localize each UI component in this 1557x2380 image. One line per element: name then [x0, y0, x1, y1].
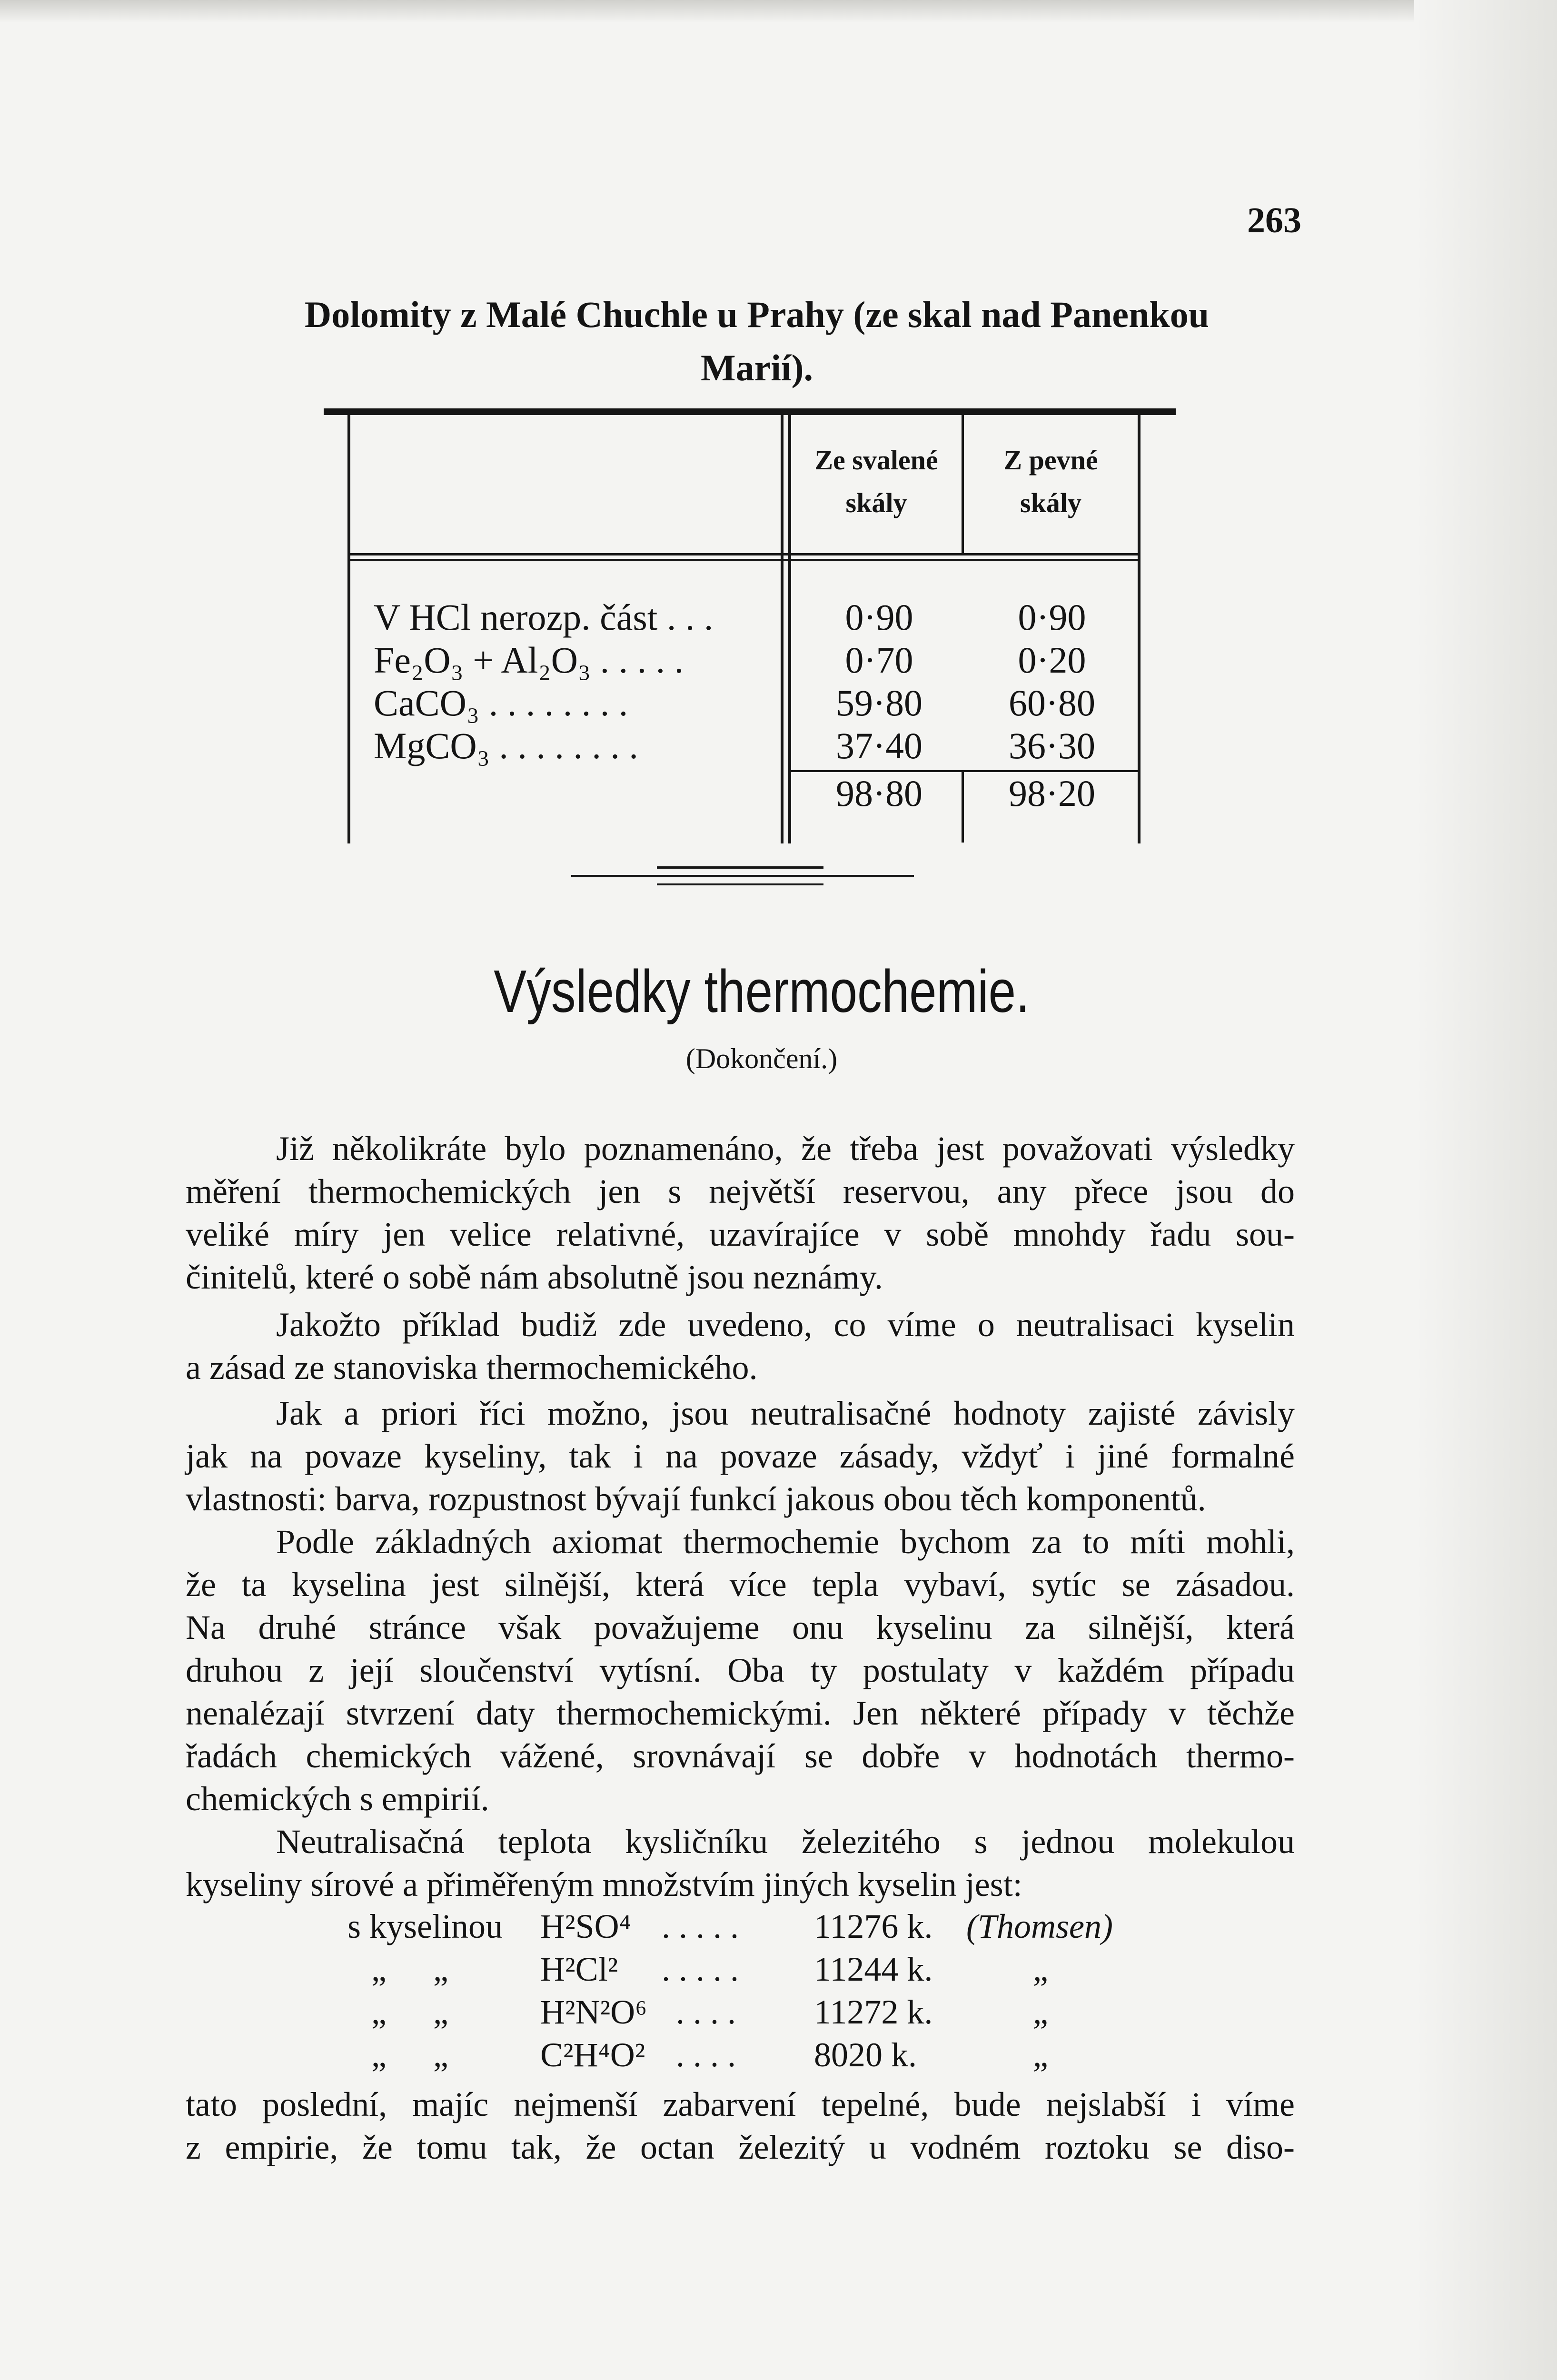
body-paragraph — [186, 1520, 1295, 1820]
column-header-line: skály — [1020, 487, 1081, 518]
text-line: vlastnosti: barva, rozpustnost bývají funkcí jakous obou těch komponentů. — [186, 1480, 1206, 1518]
table-row-label: Fe₂O₃ + Al₂O₃ . . . . . — [374, 639, 684, 681]
text-line: Na druhé stránce však považujeme onu kyselinu za silnější, která — [186, 1608, 1295, 1646]
table-title-line: Marií). — [700, 347, 813, 388]
table-row-label: MgCO₃ . . . . . . . . — [374, 725, 638, 766]
text-line: z empirie, že tomu tak, že octan železitý u vodném roztoku se diso- — [186, 2128, 1295, 2166]
separator-rule — [571, 875, 914, 877]
equation-formula: H²Cl² — [540, 1950, 618, 1988]
equation-note: (Thomsen) — [966, 1907, 1113, 1945]
table-header-rule — [350, 559, 1138, 561]
equation-dots: . . . . . — [662, 1950, 739, 1988]
text-line: činitelů, které o sobě nám absolutně jsou neznámy. — [186, 1258, 883, 1296]
column-header-line: Ze svalené — [814, 445, 938, 476]
table-header-rule — [350, 553, 1138, 555]
equation-prefix: „ „ — [371, 2036, 448, 2074]
equation-dots: . . . . — [676, 2036, 736, 2074]
text-line: druhou z její sloučenství vytísní. Oba ty postulaty v každém případu — [186, 1651, 1295, 1689]
section-heading: Výsledky thermochemie. — [494, 958, 1030, 1025]
text-line: veliké míry jen velice relativné, uzavírajíce v sobě mnohdy řadu sou- — [186, 1215, 1295, 1253]
equation-value: 8020 k. — [814, 2036, 917, 2074]
body-paragraph — [186, 1127, 1295, 1299]
table-cell: 36·30 — [1009, 725, 1095, 766]
equation-value: 11244 k. — [814, 1950, 933, 1988]
text-line: Neutralisačná teplota kysličníku železitého s jednou molekulou — [276, 1823, 1295, 1861]
page-edge-shadow — [1414, 0, 1557, 2380]
table-cell: 0·90 — [845, 596, 913, 638]
table-cell: 0·20 — [1018, 639, 1086, 681]
text-line: jak na povaze kyseliny, tak i na povaze zásady, vždyť i jiné formalné — [186, 1437, 1295, 1475]
equation-prefix: „ „ — [371, 1950, 448, 1988]
page-number: 263 — [1247, 200, 1301, 240]
text-line: Již několikráte bylo poznamenáno, že třeba jest považovati výsledky — [276, 1130, 1295, 1168]
equation-dots: . . . . — [676, 1993, 736, 2031]
equation-dots: . . . . . — [662, 1907, 739, 1945]
table-cell: 60·80 — [1009, 682, 1095, 724]
equation-prefix: „ „ — [371, 1993, 448, 2031]
column-header — [791, 439, 962, 525]
table-cell: 37·40 — [836, 725, 922, 766]
table-title — [209, 288, 1304, 395]
equation-note: „ — [1033, 2036, 1048, 2074]
section-subheading: (Dokončení.) — [685, 1043, 838, 1074]
text-line: řadách chemických vážené, srovnávají se dobře v hodnotách thermo- — [186, 1737, 1295, 1775]
page-edge-shadow — [0, 0, 1557, 23]
table-row-label: CaCO₃ . . . . . . . . — [374, 682, 628, 724]
text-line: chemických s empirií. — [186, 1780, 489, 1818]
body-paragraph — [186, 1303, 1295, 1389]
separator-rule — [657, 883, 823, 885]
equation-value: 11276 k. — [814, 1907, 933, 1945]
table-column-rule — [781, 415, 783, 843]
text-line: že ta kyselina jest silnější, která více tepla vybaví, sytíc se zásadou. — [186, 1566, 1295, 1604]
equation-formula: H²N²O⁶ — [540, 1993, 647, 2031]
table-cell: 59·80 — [836, 682, 922, 724]
text-line: měření thermochemických jen s největší reservou, any přece jsou do — [186, 1172, 1295, 1210]
text-line: tato poslední, majíc nejmenší zabarvení tepelné, bude nejslabší i víme — [186, 2085, 1295, 2123]
text-line: a zásad ze stanoviska thermochemického. — [186, 1349, 758, 1387]
equation-formula: H²SO⁴ — [540, 1907, 631, 1945]
separator-rule — [657, 866, 823, 869]
equation-value: 11272 k. — [814, 1993, 933, 2031]
table-cell: 0·70 — [845, 639, 913, 681]
table-row-label: V HCl nerozp. část . . . — [374, 596, 714, 638]
table-title-line: Dolomity z Malé Chuchle u Prahy (ze skal nad Panenkou — [304, 294, 1210, 335]
body-paragraph — [186, 2083, 1295, 2169]
text-line: Jakožto příklad budiž zde uvedeno, co víme o neutralisaci kyselin — [276, 1306, 1295, 1344]
text-line: Podle základných axiomat thermochemie bychom za to míti mohli, — [276, 1523, 1295, 1561]
body-paragraph — [186, 1392, 1295, 1520]
table-left-rule — [347, 415, 350, 843]
table-total-cell: 98·80 — [836, 773, 922, 814]
equation-prefix: s kyselinou — [347, 1907, 503, 1945]
table-total-cell: 98·20 — [1009, 773, 1095, 814]
body-paragraph — [186, 1820, 1295, 1906]
column-header — [964, 439, 1138, 525]
text-line: kyseliny sírové a přiměřeným množstvím jiných kyselin jest: — [186, 1865, 1022, 1904]
column-header-line: skály — [845, 487, 907, 518]
text-line: nenalézají stvrzení daty thermochemickými. Jen některé případy v těchže — [186, 1694, 1295, 1732]
equation-formula: C²H⁴O² — [540, 2036, 645, 2074]
table-cell: 0·90 — [1018, 596, 1086, 638]
column-header-line: Z pevné — [1003, 445, 1098, 476]
text-line: Jak a priori říci možno, jsou neutralisačné hodnoty zajisté závisly — [276, 1394, 1295, 1432]
table-top-rule — [324, 408, 1176, 415]
equation-note: „ — [1033, 1950, 1048, 1988]
equation-note: „ — [1033, 1993, 1048, 2031]
